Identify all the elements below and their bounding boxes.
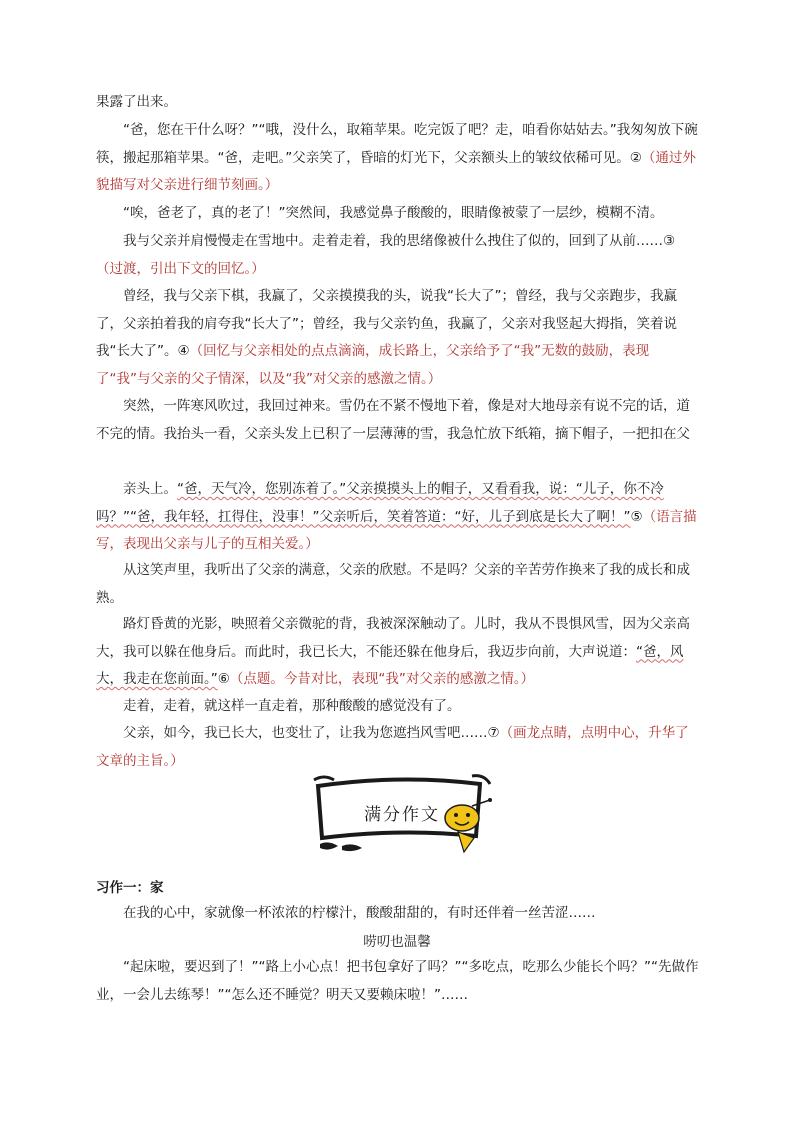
essay-subtitle: 唠叨也温馨 [363,934,431,950]
annotation-6: （点题。今昔对比，表现“我”对父亲的感激之情。） [229,671,535,687]
wavy-underlined-quote: “爸，风大，我走在您前面。” [96,643,684,687]
paragraph-dialogue-1: “爸，您在干什么呀？”“哦，没什么，取箱苹果。吃完饭了吧？走，咱看你姑姑去。”我匆匆放下碗筷，搬起那箱苹果。“爸，走吧。”父亲笑了，昏暗的灯光下，父亲额头上的皱纹依稀可见。②（通过外貌描写对父亲进行细节刻画。） [96,122,698,193]
annotation-4: （回忆与父亲相处的点点滴滴，成长路上，父亲给予了“我”无数的鼓励，表现了“我”与父亲的父子情深，以及“我”对父亲的感激之情。） [96,343,650,387]
annotation-5: （语言描写，表现出父亲与儿子的互相关爱。） [96,508,697,552]
paragraph-fruit: 果露了出来。 [96,94,177,110]
paragraph-laughter: 从这笑声里，我听出了父亲的满意，父亲的欣慰。不是吗？父亲的辛苦劳作换来了我的成长和成熟。 [96,562,690,606]
essay-body: “起床啦，要迟到了！”“路上小心点！把书包拿好了吗？”“多吃点，吃那么少能长个吗？”“先做作业，一会儿去练琴！”“怎么还不睡觉？明天又要赖床啦！”…… [96,959,699,1003]
paragraph-father-old: “唉，爸老了，真的老了！”突然间，我感觉鼻子酸酸的，眼睛像被蒙了一层纱，模糊不清。 [123,205,664,221]
annotation-7: （画龙点睛，点明中心，升华了文章的主旨。） [96,725,689,769]
paragraph-streetlight: 路灯昏黄的光影，映照着父亲微驼的背，我被深深触动了。儿时，我从不畏惧风雪，因为父亲高大，我可以躲在他身后。而此时，我已长大，不能还躲在他身后，我迈步向前，大声说道：“爸，风大，我走在您前面。”⑥（点题。今昔对比，表现“我”对父亲的感激之情。） [96,616,690,687]
paragraph-walk-snow: 我与父亲并肩慢慢走在雪地中。走着走着，我的思绪像被什么拽住了似的，回到了从前……③（过渡，引出下文的回忆。） [96,233,676,277]
paragraph-hat-dialogue: 亲头上。“爸，天气冷，您别冻着了。”父亲摸摸头上的帽子，又看看我，说：“儿子，你不冷吗？”“爸，我年轻，扛得住，没事！”父亲听后，笑着答道：“好，儿子到底是长大了啊！”⑤（语言描写，表现出父亲与儿子的互相关爱。） [96,481,697,552]
essay-label: 习作一：家 [96,880,164,896]
paragraph-cold-wind: 突然，一阵寒风吹过，我回过神来。雪仍在不紧不慢地下着，像是对大地母亲有说不完的话，道不完的情。我抬头一看，父亲头发上已积了一层薄薄的雪，我急忙放下纸箱，摘下帽子，一把扣在父 [96,398,690,442]
banner-title: 满分作文 [364,805,440,825]
annotation-3: （过渡，引出下文的回忆。） [96,260,265,277]
paragraph-walking: 走着，走着，就这样一直走着，那种酸酸的感觉没有了。 [123,698,461,714]
paragraph-memories: 曾经，我与父亲下棋，我赢了，父亲摸摸我的头，说我“长大了”；曾经，我与父亲跑步，我赢了，父亲拍着我的肩夸我“长大了”；曾经，我与父亲钓鱼，我赢了，父亲对我竖起大拇指，笑着说我“长大了”。④（回忆与父亲相处的点点滴滴，成长路上，父亲给予了“我”无数的鼓励，表现了“我”与父亲的父子情深，以及“我”对父亲的感激之情。） [96,288,677,387]
wavy-underlined-dialogue: “爸，天气冷，您别冻着了。”父亲摸摸头上的帽子，又看看我，说：“儿子，你不冷吗？”“爸，我年轻，扛得住，没事！”父亲听后，笑着答道：“好，儿子到底是长大了啊！” [96,481,664,525]
paragraph-conclusion: 父亲，如今，我已长大，也变壮了，让我为您遮挡风雪吧……⑦（画龙点睛，点明中心，升华了文章的主旨。） [96,725,689,769]
annotation-2: （通过外貌描写对父亲进行细节刻画。） [96,149,696,193]
essay-intro: 在我的心中，家就像一杯浓浓的柠檬汁，酸酸甜甜的，有时还伴着一丝苦涩…… [123,905,596,921]
